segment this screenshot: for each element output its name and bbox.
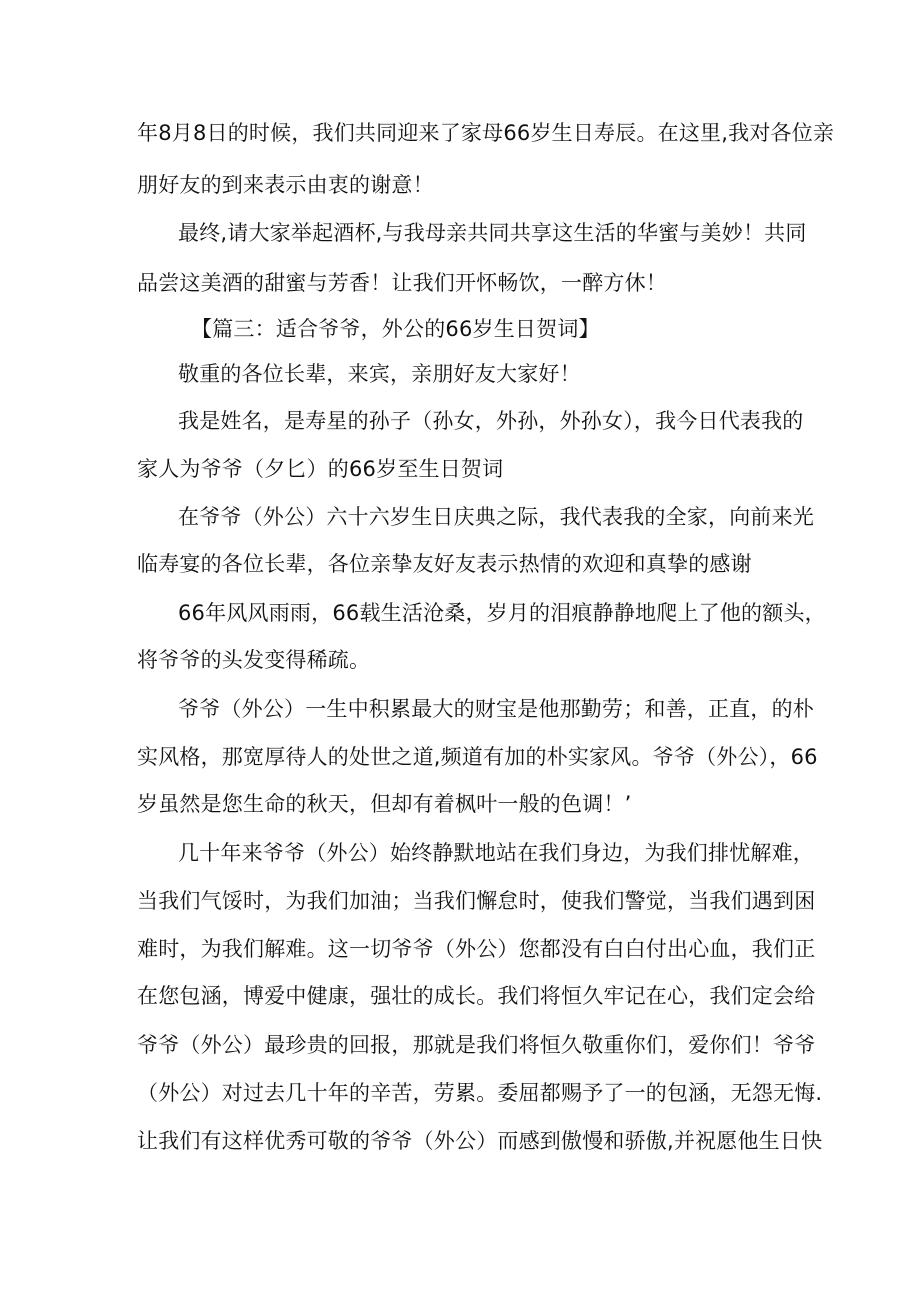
text-line: 岁虽然是您生命的秋天，但却有着枫叶一般的色调！’ xyxy=(137,792,632,816)
text-line: 在您包涵，博爱中健康，强壮的成长。我们将恒久牢记在心，我们定会给 xyxy=(137,984,816,1008)
text-line: 难时，为我们解难。这一切爷爷（外公）您都没有白白付出心血，我们正 xyxy=(137,937,816,961)
text-line: 爷爷（外公）一生中积累最大的财宝是他那勤劳；和善，正直，的朴 xyxy=(178,697,814,721)
text-line: 实风格，那宽厚待人的处世之道,频道有加的朴实家风。爷爷（外公），66 xyxy=(137,745,818,769)
text-line: 爷爷（外公）最珍贵的回报，那就是我们将恒久敬重你们，爱你们！爷爷 xyxy=(137,1033,816,1057)
text-line: 我是姓名，是寿星的孙子（孙女，外孙，外孙女），我今日代表我的 xyxy=(178,409,804,433)
text-line: 当我们气馁时，为我们加油；当我们懈怠时，使我们警觉，当我们遇到困 xyxy=(137,889,816,913)
text-line: 敬重的各位长辈，来宾，亲朋好友大家好！ xyxy=(178,362,581,386)
text-line: 66年风风雨雨，66载生活沧桑，岁月的泪痕静静地爬上了他的额头， xyxy=(178,601,826,625)
text-line: 品尝这美酒的甜蜜与芳香！让我们开怀畅饮，一醉方休！ xyxy=(137,271,667,295)
text-line: 最终,请大家举起酒杯,与我母亲共同共享这生活的华蜜与美妙！共同 xyxy=(178,221,807,245)
text-line: 让我们有这样优秀可敬的爷爷（外公）而感到傲慢和骄傲,并祝愿他生日快 xyxy=(137,1129,823,1153)
text-line: 在爷爷（外公）六十六岁生日庆典之际，我代表我的全家，向前来光 xyxy=(178,505,814,529)
text-line: （外公）对过去几十年的辛苦，劳累。委屈都赐予了一的包涵，无怨无悔. xyxy=(137,1081,823,1105)
text-line: 临寿宴的各位长辈，各位亲挚友好友表示热情的欢迎和真挚的感谢 xyxy=(137,552,752,576)
text-line: 几十年来爷爷（外公）始终静默地站在我们身边，为我们排忧解难， xyxy=(178,841,814,865)
text-line: 朋好友的到来表示由衷的谢意！ xyxy=(137,173,434,197)
text-line: 家人为爷爷（夕匕）的66岁至生日贺词 xyxy=(137,457,504,481)
text-line: 年8月8日的时候，我们共同迎来了家母66岁生日寿辰。在这里,我对各位亲 xyxy=(137,121,835,145)
section-heading: 【篇三：适合爷爷，外公的66岁生日贺词】 xyxy=(191,317,600,341)
text-line: 将爷爷的头发变得稀疏。 xyxy=(137,648,371,672)
